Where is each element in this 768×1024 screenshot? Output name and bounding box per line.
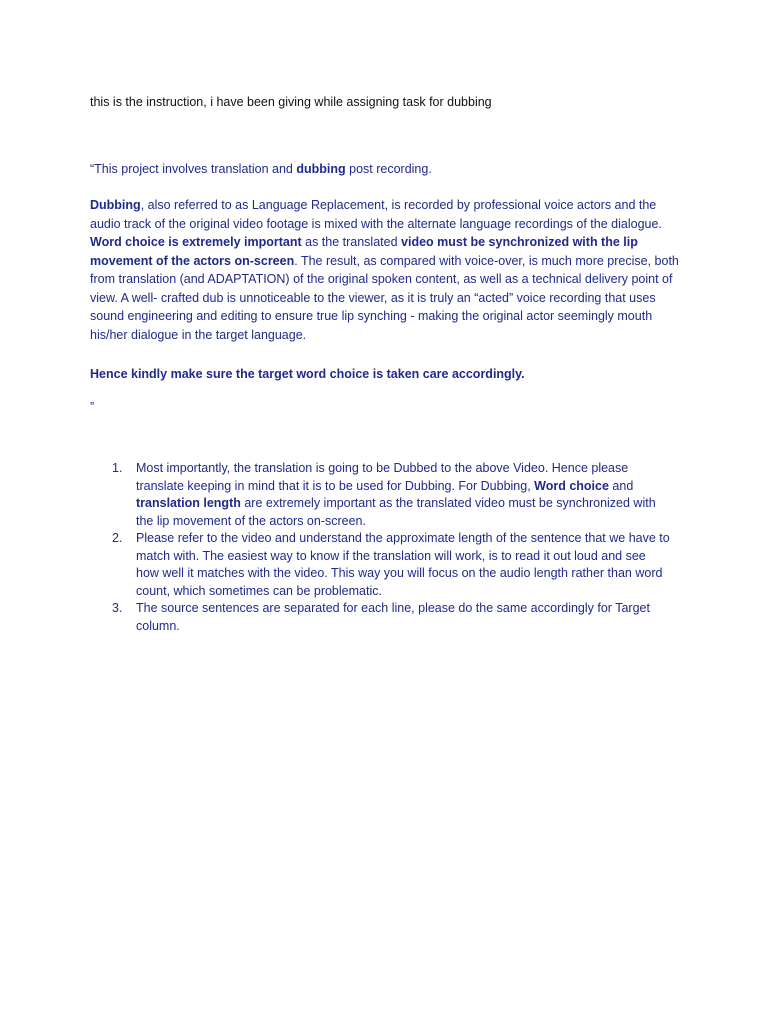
instruction-list xyxy=(112,460,672,635)
list-item-text: Most importantly, the translation is going to be Dubbed to the above Video. Hence please translate keeping in mind that it is to be used for Dubbing. For Dubbing, xyxy=(136,461,629,493)
word-choice-emphasis: Word choice is extremely important xyxy=(90,235,302,249)
closing-quote: ” xyxy=(90,400,95,414)
project-statement-text: post recording. xyxy=(345,162,432,176)
paragraph-text: . The result, as compared with voice-over, is much more precise, both from translation (and ADAPTATION) of the original spoken content, as well as a technical delivery point of view. A well- crafted dub is unnoticeable to the viewer, as it is truly an “acted” voice recording that uses sound engineering and editing to ensure true lip synching - making the original actor seemingly mouth his/her dialogue in the target language. xyxy=(90,253,679,342)
list-item-text: are extremely important as the translated video must be synchronized with the lip movement of the actors on-screen. xyxy=(136,496,656,528)
list-item-text: Please refer to the video and understand the approximate length of the sentence that we have to match with. The easiest way to know if the translation will work, is to read it out loud and see how well it matches with the video. This way you will focus on the audio length rather than word count, which sometimes can be problematic. xyxy=(136,531,670,598)
translation-length-emphasis: translation length xyxy=(136,496,241,510)
intro-line: this is the instruction, i have been giving while assigning task for dubbing xyxy=(90,95,492,109)
list-item-text: and xyxy=(608,478,634,493)
hence-statement: Hence kindly make sure the target word choice is taken care accordingly. xyxy=(90,367,525,381)
list-item-text: The source sentences are separated for each line, please do the same accordingly for Target column. xyxy=(136,601,650,633)
dubbing-emphasis: dubbing xyxy=(296,162,346,176)
list-number: 1. xyxy=(112,461,123,475)
word-choice-emphasis: Word choice xyxy=(534,478,609,493)
list-item xyxy=(112,460,672,530)
dubbing-term: Dubbing xyxy=(90,198,141,212)
list-number: 3. xyxy=(112,601,123,615)
sync-emphasis: video must be synchronized with the lip movement of the actors on-screen xyxy=(90,235,638,268)
project-statement xyxy=(90,160,690,178)
list-item xyxy=(112,600,672,635)
paragraph-text: as the translated xyxy=(301,235,402,249)
paragraph-text: , also referred to as Language Replacement, is recorded by professional voice actors and the audio track of the original video footage is mixed with the alternate language recordings of the dialogue. xyxy=(90,198,662,231)
list-number: 2. xyxy=(112,531,123,545)
list-item xyxy=(112,530,672,600)
project-statement-text: “This project involves translation and xyxy=(90,162,297,176)
dubbing-definition-paragraph xyxy=(90,196,690,344)
